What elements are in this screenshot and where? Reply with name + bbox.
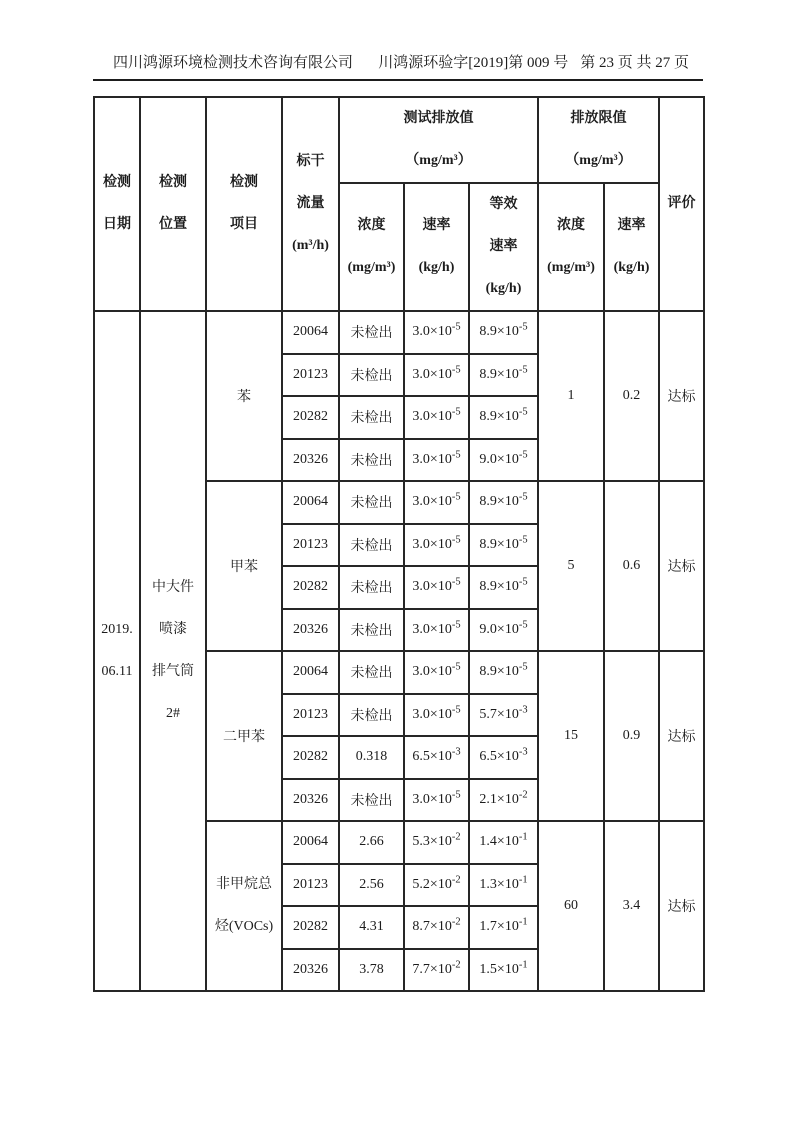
col-header-item: 检测 项目 [206,97,282,311]
limit-rate-cell: 0.2 [604,311,659,481]
doc-number: 川鸿源环验字[2019]第 009 号 [378,55,569,71]
equivalent-rate-cell: $1.5\times 10^{-1}$ [469,949,538,992]
flow-cell: 20123 [282,864,339,907]
col-header-limit-group: 排放限值 （mg/m³） [538,97,659,183]
flow-cell: 20326 [282,779,339,822]
rate-cell: $3.0\times 10^{-5}$ [404,566,469,609]
table-row [94,311,704,354]
col-header-evaluation: 评价 [659,97,704,311]
equivalent-rate-cell: $8.9\times 10^{-5}$ [469,354,538,397]
limit-rate-cell: 0.6 [604,481,659,651]
rate-cell: $3.0\times 10^{-5}$ [404,439,469,482]
concentration-cell: 未检出 [339,439,404,482]
location-cell: 中大件 喷漆 排气筒 2# [140,311,206,991]
flow-cell: 20282 [282,906,339,949]
item-cell: 苯 [206,311,282,481]
concentration-cell: 0.318 [339,736,404,779]
limit-concentration-cell: 60 [538,821,604,991]
flow-cell: 20064 [282,311,339,354]
rate-cell: $8.7\times 10^{-2}$ [404,906,469,949]
flow-cell: 20064 [282,481,339,524]
rate-cell: $6.5\times 10^{-3}$ [404,736,469,779]
col-header-test-group: 测试排放值 （mg/m³） [339,97,538,183]
rate-cell: $5.3\times 10^{-2}$ [404,821,469,864]
flow-cell: 20326 [282,609,339,652]
evaluation-cell: 达标 [659,311,704,481]
rate-cell: $3.0\times 10^{-5}$ [404,396,469,439]
page-info: 第 23 页 共 27 页 [580,55,689,71]
col-header-equivalent-rate: 等效 速率 (kg/h) [469,183,538,311]
rate-cell: $3.0\times 10^{-5}$ [404,779,469,822]
concentration-cell: 2.66 [339,821,404,864]
page-header [93,51,703,81]
equivalent-rate-cell: $8.9\times 10^{-5}$ [469,524,538,567]
concentration-cell: 未检出 [339,694,404,737]
table-header [94,97,704,311]
equivalent-rate-cell: $1.3\times 10^{-1}$ [469,864,538,907]
col-header-limit-concentration: 浓度 (mg/m³) [538,183,604,311]
evaluation-cell: 达标 [659,481,704,651]
flow-cell: 20123 [282,694,339,737]
flow-cell: 20326 [282,949,339,992]
item-cell: 甲苯 [206,481,282,651]
col-header-limit-rate: 速率 (kg/h) [604,183,659,311]
limit-rate-cell: 3.4 [604,821,659,991]
flow-cell: 20282 [282,566,339,609]
header-row-groups [94,97,704,183]
equivalent-rate-cell: $8.9\times 10^{-5}$ [469,651,538,694]
equivalent-rate-cell: $1.4\times 10^{-1}$ [469,821,538,864]
results-table [93,96,705,992]
concentration-cell: 未检出 [339,609,404,652]
concentration-cell: 未检出 [339,566,404,609]
flow-cell: 20123 [282,354,339,397]
rate-cell: $3.0\times 10^{-5}$ [404,354,469,397]
rate-cell: $3.0\times 10^{-5}$ [404,651,469,694]
equivalent-rate-cell: $8.9\times 10^{-5}$ [469,311,538,354]
concentration-cell: 未检出 [339,354,404,397]
concentration-cell: 2.56 [339,864,404,907]
flow-cell: 20064 [282,651,339,694]
concentration-cell: 未检出 [339,779,404,822]
equivalent-rate-cell: $8.9\times 10^{-5}$ [469,481,538,524]
limit-concentration-cell: 1 [538,311,604,481]
rate-cell: $3.0\times 10^{-5}$ [404,609,469,652]
rate-cell: $3.0\times 10^{-5}$ [404,694,469,737]
rate-cell: $3.0\times 10^{-5}$ [404,311,469,354]
equivalent-rate-cell: $2.1\times 10^{-2}$ [469,779,538,822]
flow-cell: 20064 [282,821,339,864]
concentration-cell: 未检出 [339,524,404,567]
equivalent-rate-cell: $1.7\times 10^{-1}$ [469,906,538,949]
equivalent-rate-cell: $8.9\times 10^{-5}$ [469,396,538,439]
equivalent-rate-cell: $5.7\times 10^{-3}$ [469,694,538,737]
limit-concentration-cell: 15 [538,651,604,821]
col-header-concentration: 浓度 (mg/m³) [339,183,404,311]
rate-cell: $3.0\times 10^{-5}$ [404,524,469,567]
concentration-cell: 未检出 [339,396,404,439]
col-header-location: 检测 位置 [140,97,206,311]
col-header-rate: 速率 (kg/h) [404,183,469,311]
equivalent-rate-cell: $8.9\times 10^{-5}$ [469,566,538,609]
flow-cell: 20123 [282,524,339,567]
concentration-cell: 未检出 [339,311,404,354]
limit-rate-cell: 0.9 [604,651,659,821]
concentration-cell: 4.31 [339,906,404,949]
col-header-flow: 标干 流量 (m³/h) [282,97,339,311]
rate-cell: $7.7\times 10^{-2}$ [404,949,469,992]
col-header-date: 检测 日期 [94,97,140,311]
equivalent-rate-cell: $9.0\times 10^{-5}$ [469,609,538,652]
evaluation-cell: 达标 [659,651,704,821]
item-cell: 二甲苯 [206,651,282,821]
company-name: 四川鸿源环境检测技术咨询有限公司 [113,55,354,71]
limit-concentration-cell: 5 [538,481,604,651]
equivalent-rate-cell: $9.0\times 10^{-5}$ [469,439,538,482]
date-cell: 2019. 06.11 [94,311,140,991]
concentration-cell: 未检出 [339,481,404,524]
evaluation-cell: 达标 [659,821,704,991]
flow-cell: 20282 [282,396,339,439]
rate-cell: $3.0\times 10^{-5}$ [404,481,469,524]
flow-cell: 20326 [282,439,339,482]
item-cell: 非甲烷总 烃(VOCs) [206,821,282,991]
concentration-cell: 未检出 [339,651,404,694]
rate-cell: $5.2\times 10^{-2}$ [404,864,469,907]
concentration-cell: 3.78 [339,949,404,992]
table-body [94,311,704,991]
equivalent-rate-cell: $6.5\times 10^{-3}$ [469,736,538,779]
flow-cell: 20282 [282,736,339,779]
